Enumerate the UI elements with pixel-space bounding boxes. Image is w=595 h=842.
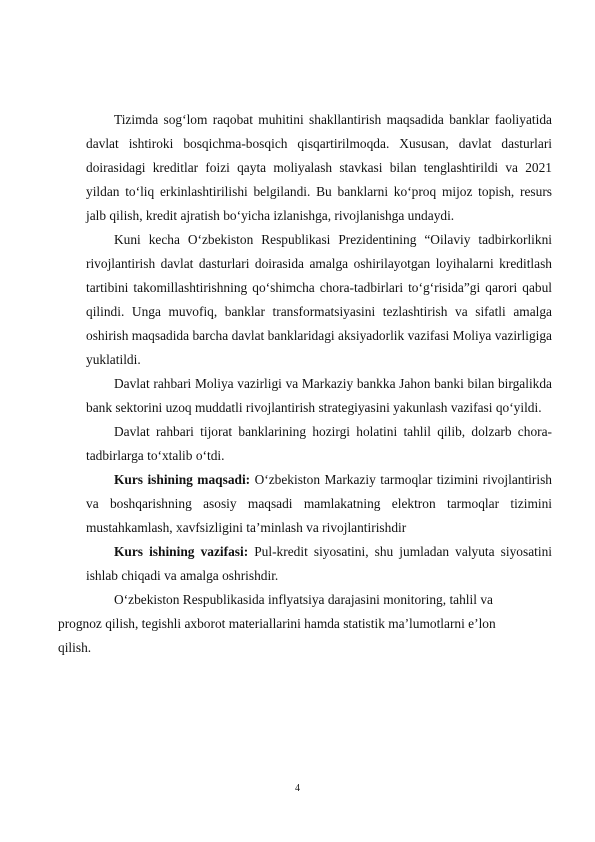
paragraph-bank-analysis: Davlat rahbari tijorat banklarining hozirgi holatini tahlil qilib, dolzarb chora-tadbirlarga to‘xtalib o‘tdi. [86,424,552,463]
course-task-label: Kurs ishining vazifasi: [114,544,249,559]
paragraph-competition: Tizimda sog‘lom raqobat muhitini shakllantirish maqsadida banklar faoliyatida davlat ishtiroki bosqichma-bosqich qisqartirilmoqda. Xususan, davlat dasturlari doirasidagi kreditlar foizi qayta moliyalash stavkasi bilan tenglashtirildi va 2021 yildan to‘liq erkinlashtirilishi belgilandi. Bu banklarni ko‘proq mijoz topish, resurs jalb qilish, kredit ajratish bo‘yicha izlanishga, rivojlanishga undaydi. [86,112,552,223]
paragraph-inflation-monitoring [58,588,552,660]
course-goal-text: O‘zbekiston Markaziy tarmoqlar tizimini rivojlantirish va boshqarishning asosiy maqsadi mamlakatning elektron tarmoqlar tizimini mustahkamlash, xavfsizligini ta’minlash va rivojlantirishdir [86,472,552,535]
paragraph-course-task [86,540,552,588]
course-task-text: Pul-kredit siyosatini, shu jumladan valyuta siyosatini ishlab chiqadi va amalga oshrishdir. [86,544,552,583]
inflation-line-3: qilish. [58,640,92,655]
paragraph-course-goal [86,468,552,540]
paragraph-strategy-task: Davlat rahbari Moliya vazirligi va Markaziy bankka Jahon banki bilan birgalikda bank sektorini uzoq muddatli rivojlantirish strategiyasini yakunlash vazifasi qo‘yildi. [86,376,552,415]
page-number: 4 [295,783,300,794]
document-body [58,108,552,660]
course-goal-label: Kurs ishining maqsadi: [114,472,251,487]
paragraph-presidential-decree: Kuni kecha O‘zbekiston Respublikasi Prezidentining “Oilaviy tadbirkorlikni rivojlantirish davlat dasturlari doirasida amalga oshirilayotgan loyihalarni kreditlash tartibini takomillashtirishning qo‘shimcha chora-tadbirlari to‘g‘risida”gi qarori qabul qilindi. Unga muvofiq, banklar transformatsiyasini tezlashtirish va sifatli amalga oshirish maqsadida barcha davlat banklaridagi aksiyadorlik vazifasi Moliya vazirligiga yuklatildi. [86,232,552,367]
inflation-line-2: prognoz qilish, tegishli axborot materiallarini hamda statistik ma’lumotlarni e’lon [58,616,496,631]
inflation-line-1: O‘zbekiston Respublikasida inflyatsiya darajasini monitoring, tahlil va [114,592,493,607]
